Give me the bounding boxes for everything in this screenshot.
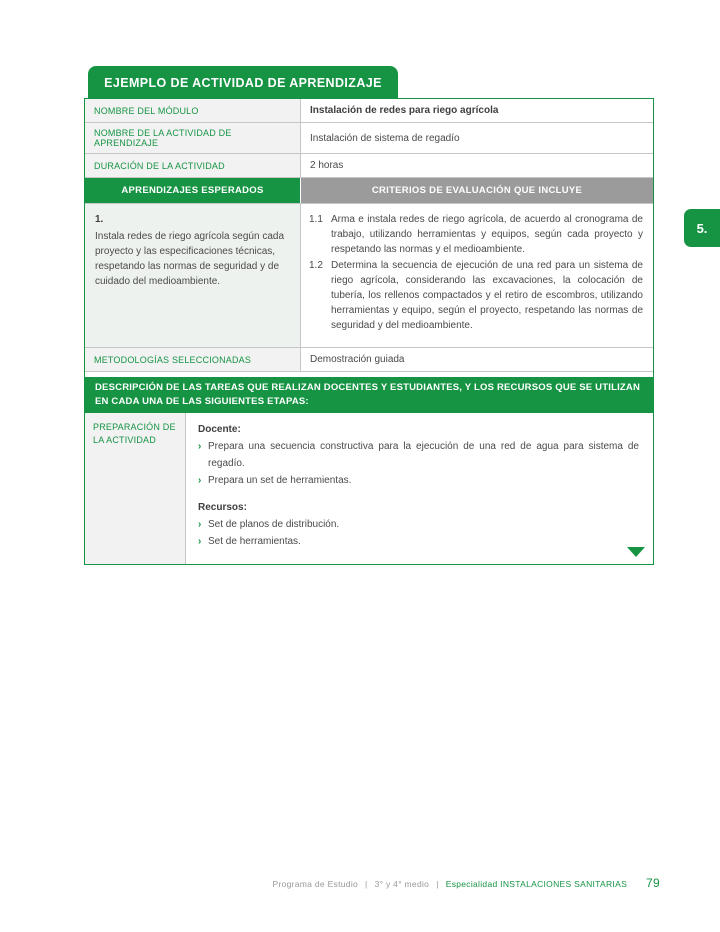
duration-value: 2 horas [310, 160, 344, 171]
chevron-bullet-icon: › [198, 536, 202, 547]
tasks-description-text: DESCRIPCIÓN DE LAS TAREAS QUE REALIZAN DOCENTES Y ESTUDIANTES, Y LOS RECURSOS QUE SE UTILIZAN EN CADA UNA DE LAS SIGUIENTES ETAPAS: [95, 382, 641, 407]
activity-name-value: Instalación de sistema de regadío [310, 132, 460, 144]
expected-learnings-header: APRENDIZAJES ESPERADOS [85, 178, 301, 203]
evaluation-criteria-header: CRITERIOS DE EVALUACIÓN QUE INCLUYE [301, 178, 653, 203]
resources-items-list [198, 516, 639, 550]
teacher-heading: Docente: [198, 424, 241, 435]
section-headers-row [85, 178, 653, 204]
criterion-item [309, 212, 643, 257]
page-footer [272, 876, 660, 890]
expected-learning-number: 1. [95, 214, 104, 225]
teacher-items-list [198, 438, 639, 489]
chevron-bullet-icon: › [198, 441, 202, 452]
chapter-number: 5. [696, 220, 708, 236]
teacher-task-text: Prepara una secuencia constructiva para la ejecución de una red de agua para sistema de regadío. [208, 441, 639, 469]
continuation-arrow-icon [627, 547, 645, 557]
group-gap [198, 489, 639, 499]
criterion-text: Arma e instala redes de riego agrícola, de acuerdo al cronograma de trabajo, utilizando herramientas y equipos, según cada proyecto y respetando las normas y el medioambiente. [331, 214, 643, 255]
duration-label: DURACIÓN DE LA ACTIVIDAD [85, 154, 301, 177]
teacher-task-item [198, 438, 639, 472]
module-name-value: Instalación de redes para riego agrícola [310, 105, 499, 116]
module-name-row [85, 99, 653, 123]
evaluation-criteria-cell [301, 204, 653, 347]
activity-preparation-content [186, 413, 653, 564]
learning-content-row [85, 204, 653, 348]
activity-example-title-tab [88, 66, 398, 99]
module-name-label: NOMBRE DEL MÓDULO [85, 99, 301, 122]
learning-activity-table [84, 98, 654, 565]
criterion-number: 1.1 [309, 214, 323, 225]
methodology-value: Demostración guiada [310, 354, 405, 365]
resource-item [198, 516, 639, 533]
teacher-task-item [198, 472, 639, 489]
expected-learning-text: Instala redes de riego agrícola según cada proyecto y las especificaciones técnicas, respetando las normas de seguridad y de cuidado del medioambiente. [95, 231, 285, 287]
resource-text: Set de planos de distribución. [208, 519, 340, 530]
footer-grade: 3° y 4° medio [374, 879, 430, 889]
criterion-item [309, 258, 643, 333]
duration-row [85, 154, 653, 178]
criterion-text: Determina la secuencia de ejecución de una red para un sistema de riego agrícola, considerando las excavaciones, la colocación de tubería, los rellenos compactados y el retiro de escombros, utilizando herramientas y equipo, según el proyecto, respetando las normas de seguridad y del medioambiente. [331, 260, 643, 331]
criterion-number: 1.2 [309, 260, 323, 271]
activity-name-label: NOMBRE DE LA ACTIVIDAD DE APRENDIZAJE [85, 123, 301, 153]
activity-preparation-row [85, 413, 653, 564]
expected-learning-cell [85, 204, 301, 347]
resource-item [198, 533, 639, 550]
tasks-description-banner [85, 377, 653, 413]
footer-program: Programa de Estudio [272, 879, 359, 889]
activity-preparation-label: PREPARACIÓN DE LA ACTIVIDAD [85, 413, 186, 564]
methodology-label: METODOLOGÍAS SELECCIONADAS [85, 348, 301, 371]
activity-name-row [85, 123, 653, 154]
page-number: 79 [646, 876, 660, 890]
chevron-bullet-icon: › [198, 519, 202, 530]
footer-specialty: Especialidad INSTALACIONES SANITARIAS [445, 879, 628, 889]
resource-text: Set de herramientas. [208, 536, 301, 547]
methodology-row [85, 348, 653, 372]
activity-example-title: EJEMPLO DE ACTIVIDAD DE APRENDIZAJE [104, 75, 382, 90]
chapter-side-tab [684, 209, 720, 247]
footer-separator: | [365, 879, 368, 889]
footer-separator: | [436, 879, 439, 889]
teacher-task-text: Prepara un set de herramientas. [208, 475, 352, 486]
chevron-bullet-icon: › [198, 475, 202, 486]
resources-heading: Recursos: [198, 502, 247, 513]
